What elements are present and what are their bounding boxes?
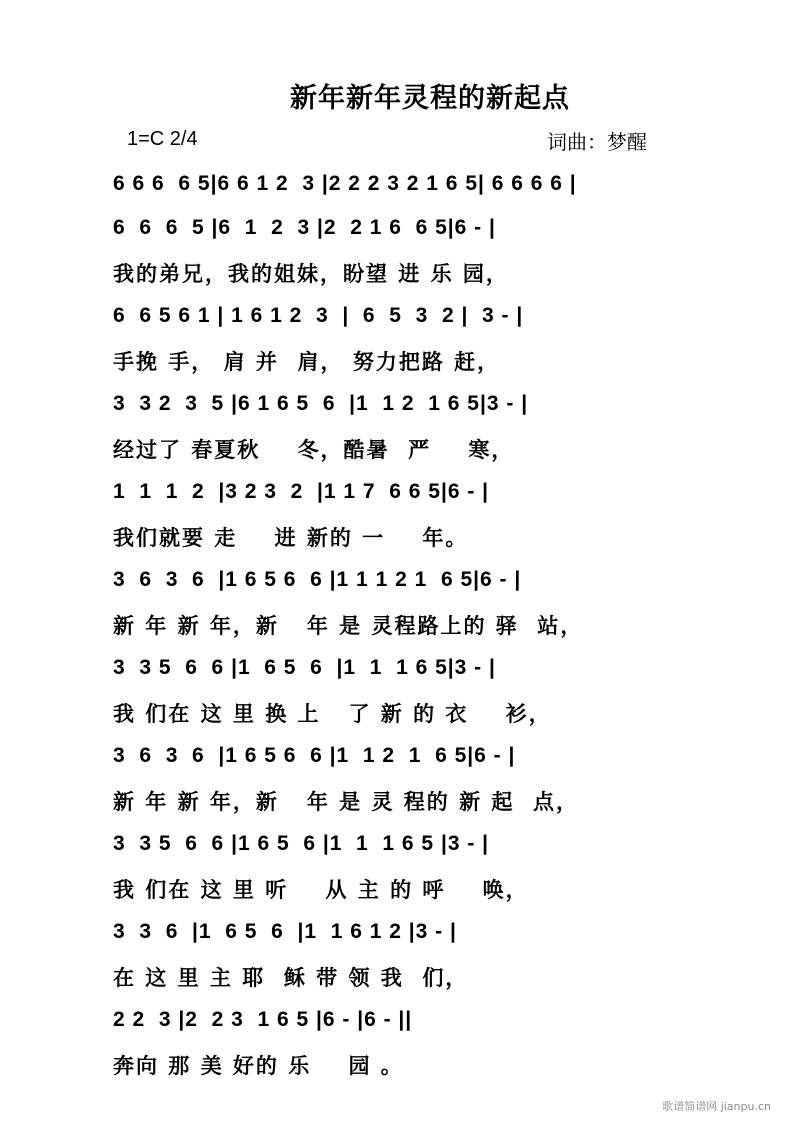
lyric-row: 我的弟兄，我的姐妹，盼望 进 乐 园，	[113, 262, 509, 286]
lyric-row: 在 这 里 主 耶 稣 带 领 我 们，	[113, 966, 469, 990]
credits: 词曲：梦醒	[547, 130, 647, 154]
notation-row: 3 3 6 |1 6 5 6 |1 1 6 1 2 |3 - |	[113, 920, 457, 943]
notation-row: 2 2 3 |2 2 3 1 6 5 |6 - |6 - ||	[113, 1008, 413, 1031]
lyric-row: 手挽 手， 肩 并 肩， 努力把路 赶，	[113, 350, 501, 374]
notation-row: 6 6 5 6 1 | 1 6 1 2 3 | 6 5 3 2 | 3 - |	[113, 304, 524, 327]
page-title: 新年新年灵程的新起点	[290, 83, 570, 114]
lyric-row: 我们就要 走 进 新的 一 年。	[113, 526, 469, 550]
notation-row: 3 6 3 6 |1 6 5 6 6 |1 1 1 2 1 6 5|6 - |	[113, 568, 522, 591]
notation-row: 3 6 3 6 |1 6 5 6 6 |1 1 2 1 6 5|6 - |	[113, 744, 516, 767]
lyric-row: 我 们在 这 里 换 上 了 新 的 衣 衫，	[113, 702, 552, 726]
lyric-row: 我 们在 这 里 听 从 主 的 呼 唤，	[113, 878, 529, 902]
notation-row: 3 3 5 6 6 |1 6 5 6 |1 1 1 6 5 |3 - |	[113, 832, 490, 855]
notation-row: 3 3 5 6 6 |1 6 5 6 |1 1 1 6 5|3 - |	[113, 656, 496, 679]
lyric-row: 奔向 那 美 好的 乐 园 。	[113, 1054, 404, 1078]
lyric-row: 经过了 春夏秋 冬，酷暑 严 寒，	[113, 438, 515, 462]
key-signature: 1=C 2/4	[127, 128, 198, 150]
notation-row: 6 6 6 5 |6 1 2 3 |2 2 1 6 6 5|6 - |	[113, 216, 496, 239]
watermark: 歌谱简谱网 jianpu.cn	[662, 1100, 771, 1113]
notation-row: 1 1 1 2 |3 2 3 2 |1 1 7 6 6 5|6 - |	[113, 480, 490, 503]
notation-row: 6 6 6 6 5|6 6 1 2 3 |2 2 2 3 2 1 6 5| 6 6 6 6 |	[113, 172, 577, 195]
lyric-row: 新 年 新 年，新 年 是 灵 程的 新 起 点，	[113, 790, 580, 814]
lyric-row: 新 年 新 年，新 年 是 灵程路上的 驿 站，	[113, 614, 584, 638]
notation-row: 3 3 2 3 5 |6 1 6 5 6 |1 1 2 1 6 5|3 - |	[113, 392, 529, 415]
